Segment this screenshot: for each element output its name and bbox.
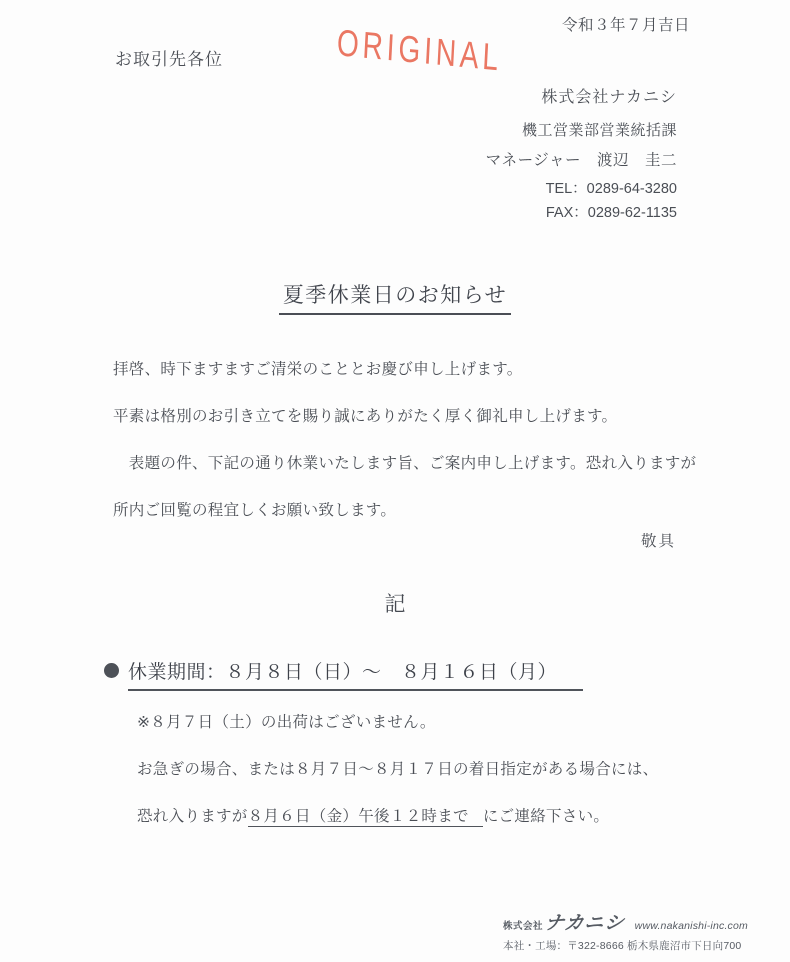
footer [503,908,748,953]
body-line-thanks: 平素は格別のお引き立てを賜り誠にありがたく厚く御礼申し上げます。 [113,408,618,425]
letter-title-wrap [0,279,790,315]
body-line-greeting: 拝啓、時下ますますご清栄のこととお慶び申し上げます。 [113,361,523,378]
letter-body [113,346,735,534]
notes-block [137,699,750,840]
recipient-line: お取引先各位 [115,50,223,69]
sender-manager: マネージャー 渡辺 圭二 [485,152,677,169]
note-deadline-prefix: 恐れ入りますが [137,808,248,825]
holiday-period-line [104,657,583,691]
letter-title: 夏季休業日のお知らせ [279,279,511,315]
footer-company-logo: ナカニシ [543,913,626,934]
sender-department: 機工営業部営業統括課 [521,122,677,139]
footer-address: 本社・工場：〒322-8666 栃木県鹿沼市下日向700 [503,940,742,952]
closing-keigu: 敬具 [640,533,676,550]
sender-fax: FAX：0289-62-1135 [545,205,677,221]
note-urgent-case: お急ぎの場合、または８月７日～８月１７日の着日指定がある場合には、 [137,761,659,778]
sender-company: 株式会社ナカニシ [541,89,677,106]
note-deadline-underlined: ８月６日（金）午後１２時まで [248,808,483,827]
document-date: 令和３年７月吉日 [561,17,690,34]
footer-logo-row [503,908,748,935]
record-heading: 記 [384,593,406,616]
body-line-announce: 表題の件、下記の通り休業いたします旨、ご案内申し上げます。恐れ入りますが [113,455,697,472]
original-stamp: ORIGINAL [335,20,504,79]
bullet-icon [104,663,119,678]
sender-block [486,88,677,223]
note-deadline-suffix: にご連絡下さい。 [482,808,610,825]
note-no-shipping: ※８月７日（土）の出荷はございません。 [137,714,436,731]
sender-tel: TEL：0289-64-3280 [545,181,677,197]
note-deadline [137,793,750,840]
footer-website: www.nakanishi-inc.com [634,920,748,932]
holiday-period-text: 休業期間：８月８日（日）～ ８月１６日（月） [128,657,583,691]
body-line-request: 所内ご回覧の程宜しくお願い致します。 [113,502,397,519]
footer-company-prefix: 株式会社 [503,921,544,932]
